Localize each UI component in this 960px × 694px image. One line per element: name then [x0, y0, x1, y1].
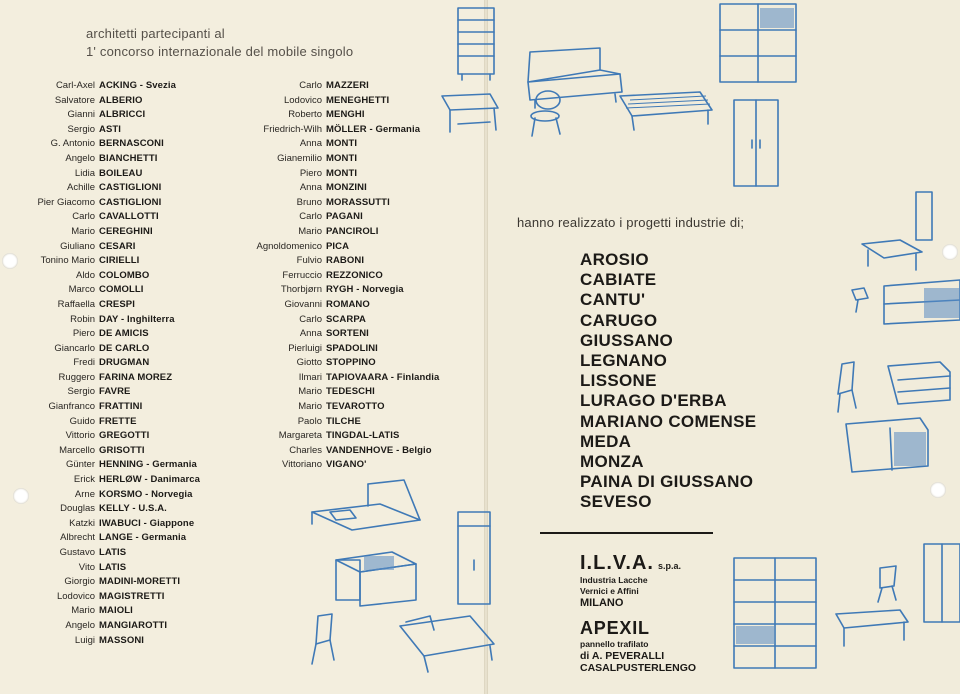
- participant-first-name: Carlo: [299, 80, 322, 91]
- participant-last-name: CASTIGLIONI: [99, 182, 162, 194]
- town-item: AROSIO: [580, 250, 649, 269]
- participant-first-name: Lidia: [74, 167, 95, 179]
- participant-last-name: MANGIAROTTI: [99, 619, 168, 631]
- participant-first-name: Albrecht: [60, 532, 95, 544]
- participant-first-name: Vittorio: [65, 430, 95, 442]
- participant-last-name: GRISOTTI: [99, 444, 145, 456]
- town-item: PAINA DI GIUSSANO: [580, 472, 754, 492]
- participant-last-name: TEDESCHI: [326, 386, 375, 398]
- participant-last-name: DAY - Inghilterra: [99, 313, 175, 325]
- participant-last-name: TILCHE: [326, 415, 361, 427]
- participant-row: [0, 298, 200, 313]
- participant-row: [236, 210, 439, 225]
- participant-row: [0, 196, 200, 211]
- town-item: MEDA: [580, 431, 632, 451]
- participant-row: [236, 327, 439, 342]
- participant-last-name: LATIS: [99, 547, 127, 558]
- participant-last-name: COMOLLI: [99, 284, 144, 296]
- town-item: LEGNANO: [580, 351, 668, 371]
- participant-first-name: Pier Giacomo: [37, 196, 95, 208]
- ilva-city: MILANO: [580, 597, 624, 609]
- participants-header-2: [86, 44, 353, 59]
- participant-row: [236, 108, 439, 123]
- participant-row: [0, 283, 200, 298]
- participant-last-name: DRUGMAN: [99, 357, 150, 369]
- header-line-1: architetti partecipanti al: [86, 26, 225, 41]
- participant-first-name: Raffaella: [57, 298, 95, 310]
- participant-first-name: Anna: [299, 328, 322, 340]
- town-item: CANTU': [580, 290, 646, 310]
- participant-row: [0, 531, 200, 546]
- participant-last-name: MONZINI: [326, 182, 367, 194]
- divider-rule: [540, 532, 713, 534]
- participant-row: [236, 254, 439, 269]
- participant-last-name: VANDENHOVE - Belgio: [326, 444, 432, 456]
- participant-row: [0, 415, 200, 430]
- participant-first-name: Friedrich-Wilh: [263, 123, 322, 135]
- participant-first-name: Marcello: [59, 444, 95, 456]
- participant-row: [0, 590, 200, 605]
- participant-row: [0, 561, 200, 576]
- participant-row: [0, 488, 200, 503]
- header-line-2: 1' concorso internazionale del mobile singolo: [86, 44, 354, 59]
- participant-first-name: Piero: [299, 167, 322, 179]
- participant-first-name: Angelo: [65, 152, 95, 164]
- participant-last-name: ALBERIO: [99, 94, 143, 106]
- participant-last-name: MAIOLI: [99, 605, 133, 617]
- participant-row: [236, 181, 439, 196]
- participant-last-name: REZZONICO: [326, 269, 383, 281]
- participants-column-2: [236, 79, 439, 473]
- participant-last-name: KELLY - U.S.A.: [99, 503, 167, 515]
- participant-row: [0, 225, 200, 240]
- participant-last-name: ACKING - Svezia: [99, 80, 176, 91]
- participant-last-name: MONTI: [326, 167, 358, 179]
- participant-first-name: G. Antonio: [50, 138, 95, 150]
- participant-first-name: Lodovico: [283, 94, 322, 106]
- participant-row: [236, 313, 439, 328]
- participant-row: [236, 342, 439, 357]
- participant-last-name: MASSONI: [99, 634, 145, 646]
- participant-last-name: ALBRICCI: [99, 109, 146, 121]
- participant-row: [0, 371, 200, 386]
- town-item: SEVESO: [580, 492, 652, 512]
- binder-hole-right-top: [942, 244, 958, 260]
- participant-last-name: DE CARLO: [99, 342, 150, 354]
- participant-first-name: Katzki: [69, 517, 95, 529]
- participant-row: [0, 502, 200, 517]
- participant-first-name: Gianfranco: [48, 401, 95, 413]
- participant-first-name: Anna: [299, 182, 322, 194]
- participant-last-name: LATIS: [99, 561, 127, 573]
- participant-row: [0, 240, 200, 255]
- participant-last-name: STOPPINO: [326, 357, 376, 369]
- participant-first-name: Fulvio: [296, 255, 322, 267]
- participant-first-name: Sergio: [67, 123, 95, 135]
- participant-last-name: RABONI: [326, 255, 365, 267]
- participant-first-name: Pierluigi: [288, 342, 322, 354]
- participant-first-name: Ruggero: [58, 371, 95, 383]
- town-item: CABIATE: [580, 270, 657, 290]
- participant-last-name: ROMANO: [326, 298, 370, 310]
- participant-row: [0, 634, 200, 649]
- participant-last-name: PICA: [326, 240, 350, 252]
- apexil-line-1: pannello trafilato: [580, 639, 649, 649]
- participants-column-1: [0, 79, 200, 648]
- participant-first-name: Arne: [74, 488, 95, 500]
- participant-last-name: COLOMBO: [99, 269, 150, 281]
- participant-last-name: DE AMICIS: [99, 328, 149, 340]
- participant-first-name: Mario: [298, 225, 322, 237]
- participant-first-name: Sergio: [67, 386, 95, 398]
- participant-row: [236, 371, 439, 386]
- participant-last-name: HERLØW - Danimarca: [99, 474, 201, 486]
- participant-last-name: PAGANI: [326, 211, 363, 223]
- participant-row: [0, 342, 200, 357]
- participant-last-name: MONTI: [326, 138, 358, 150]
- participant-last-name: MORASSUTTI: [326, 196, 390, 208]
- participant-last-name: CEREGHINI: [99, 225, 153, 237]
- town-item: GIUSSANO: [580, 330, 674, 350]
- participant-first-name: Salvatore: [54, 94, 95, 106]
- participant-last-name: FRATTINI: [99, 401, 143, 413]
- participant-last-name: LANGE - Germania: [99, 532, 187, 544]
- participant-last-name: BOILEAU: [99, 167, 143, 179]
- participant-row: [236, 415, 439, 430]
- participant-row: [0, 473, 200, 488]
- participant-first-name: Douglas: [60, 503, 95, 515]
- participant-first-name: Carlo: [72, 211, 95, 223]
- participant-row: [0, 575, 200, 590]
- participant-last-name: TEVAROTTO: [326, 401, 385, 413]
- participant-first-name: Roberto: [288, 109, 322, 121]
- apexil-brand: APEXIL: [580, 618, 650, 638]
- participant-row: [236, 79, 439, 94]
- participant-row: [0, 429, 200, 444]
- participant-first-name: Giotto: [296, 357, 322, 369]
- participant-last-name: SCARPA: [326, 313, 367, 325]
- participant-row: [236, 458, 439, 473]
- ilva-brand: I.L.V.A.: [580, 552, 654, 574]
- industries-intro: hanno realizzato i progetti industrie di;: [517, 215, 745, 230]
- participant-row: [0, 619, 200, 634]
- participant-first-name: Erick: [73, 474, 95, 486]
- participant-row: [0, 385, 200, 400]
- participant-row: [236, 167, 439, 182]
- participant-last-name: MAZZERI: [326, 80, 369, 91]
- participant-last-name: KORSMO - Norvegia: [99, 488, 193, 500]
- participant-row: [236, 94, 439, 109]
- participant-row: [0, 546, 200, 561]
- participant-row: [0, 444, 200, 459]
- participant-row: [0, 94, 200, 109]
- participant-last-name: ASTI: [99, 123, 122, 135]
- participant-last-name: CAVALLOTTI: [99, 211, 159, 223]
- participant-first-name: Ilmari: [298, 371, 322, 383]
- participant-first-name: Gianemilio: [277, 152, 322, 164]
- participant-last-name: MAGISTRETTI: [99, 590, 165, 602]
- participant-last-name: FARINA MOREZ: [99, 371, 173, 383]
- participant-row: [0, 458, 200, 473]
- participant-row: [0, 313, 200, 328]
- participant-row: [0, 181, 200, 196]
- participant-row: [236, 298, 439, 313]
- participant-last-name: SPADOLINI: [326, 342, 378, 354]
- participant-first-name: Margareta: [278, 430, 322, 442]
- participant-first-name: Guido: [69, 415, 95, 427]
- participant-row: [236, 240, 439, 255]
- town-item: MARIANO COMENSE: [580, 411, 757, 431]
- participant-last-name: CASTIGLIONI: [99, 196, 162, 208]
- binder-hole-right: [930, 482, 946, 498]
- participant-row: [0, 517, 200, 532]
- participant-row: [236, 283, 439, 298]
- participant-row: [0, 108, 200, 123]
- participant-row: [0, 400, 200, 415]
- apexil-block: [580, 618, 696, 674]
- participant-last-name: PANCIROLI: [326, 225, 379, 237]
- participant-first-name: Gianni: [67, 109, 95, 121]
- participant-first-name: Ferruccio: [282, 269, 322, 281]
- participant-first-name: Piero: [72, 328, 95, 340]
- participant-row: [236, 269, 439, 284]
- participant-row: [0, 123, 200, 138]
- participant-row: [0, 79, 200, 94]
- participant-last-name: TAPIOVAARA - Finlandia: [326, 371, 440, 383]
- participant-row: [236, 152, 439, 167]
- participant-first-name: Giancarlo: [54, 342, 95, 354]
- participant-row: [236, 196, 439, 211]
- participant-last-name: VIGANO': [326, 459, 367, 471]
- participant-last-name: MADINI-MORETTI: [99, 576, 181, 588]
- participant-first-name: Robin: [70, 313, 95, 325]
- participants-header: [86, 26, 225, 41]
- participant-first-name: Carl-Axel: [55, 80, 95, 91]
- participant-last-name: IWABUCI - Giappone: [99, 517, 195, 529]
- participant-first-name: Mario: [71, 225, 95, 237]
- apexil-line-2: di A. PEVERALLI: [580, 650, 665, 662]
- towns-list: [580, 250, 756, 513]
- participant-last-name: GREGOTTI: [99, 430, 150, 442]
- participant-row: [236, 356, 439, 371]
- participant-first-name: Mario: [298, 386, 322, 398]
- participant-first-name: Mario: [71, 605, 95, 617]
- participant-last-name: SORTENI: [326, 328, 369, 340]
- participant-first-name: Bruno: [296, 196, 322, 208]
- participant-last-name: HENNING - Germania: [99, 459, 197, 471]
- ilva-line-1: Industria Lacche: [580, 575, 648, 585]
- participant-first-name: Achille: [67, 182, 95, 194]
- participant-first-name: Thorbjørn: [280, 284, 322, 296]
- participant-row: [236, 400, 439, 415]
- participant-first-name: Vito: [78, 561, 95, 573]
- participant-first-name: Luigi: [74, 634, 95, 646]
- participant-last-name: CIRIELLI: [99, 255, 140, 267]
- page-fold: [484, 0, 488, 694]
- participant-first-name: Carlo: [299, 211, 322, 223]
- participant-first-name: Fredi: [73, 357, 95, 369]
- participant-first-name: Agnoldomenico: [256, 240, 322, 252]
- participant-row: [0, 254, 200, 269]
- participant-last-name: MÖLLER - Germania: [326, 123, 421, 135]
- participant-first-name: Giorgio: [64, 576, 95, 588]
- participant-row: [0, 327, 200, 342]
- participant-first-name: Charles: [289, 444, 322, 456]
- participant-row: [236, 385, 439, 400]
- participant-first-name: Gustavo: [59, 547, 95, 558]
- participant-row: [236, 444, 439, 459]
- participant-last-name: RYGH - Norvegia: [326, 284, 404, 296]
- participant-row: [0, 269, 200, 284]
- participant-row: [236, 137, 439, 152]
- participant-last-name: BERNASCONI: [99, 138, 164, 150]
- participant-first-name: Giovanni: [284, 298, 322, 310]
- participant-last-name: BIANCHETTI: [99, 152, 158, 164]
- participant-last-name: TINGDAL-LATIS: [326, 430, 400, 442]
- participant-first-name: Aldo: [75, 269, 95, 281]
- participant-first-name: Vittoriano: [282, 459, 322, 471]
- participant-last-name: FAVRE: [99, 386, 131, 398]
- participant-first-name: Carlo: [299, 313, 322, 325]
- participant-row: [0, 604, 200, 619]
- participant-last-name: CRESPI: [99, 298, 135, 310]
- participant-row: [0, 210, 200, 225]
- town-item: MONZA: [580, 452, 644, 472]
- apexil-line-3: CASALPUSTERLENGO: [580, 662, 697, 674]
- participant-first-name: Günter: [65, 459, 95, 471]
- participant-row: [0, 167, 200, 182]
- town-item: LISSONE: [580, 371, 657, 391]
- participant-row: [236, 429, 439, 444]
- participant-first-name: Angelo: [65, 619, 95, 631]
- participant-first-name: Tonino Mario: [40, 255, 95, 267]
- participant-last-name: MONTI: [326, 152, 358, 164]
- participant-first-name: Paolo: [297, 415, 322, 427]
- participant-row: [236, 123, 439, 138]
- participant-row: [0, 356, 200, 371]
- participant-first-name: Anna: [299, 138, 322, 150]
- participant-first-name: Lodovico: [56, 590, 95, 602]
- town-item: LURAGO D'ERBA: [580, 391, 727, 411]
- participant-row: [0, 152, 200, 167]
- participant-first-name: Giuliano: [60, 240, 95, 252]
- participant-row: [0, 137, 200, 152]
- participant-last-name: CESARI: [99, 240, 136, 252]
- participant-row: [236, 225, 439, 240]
- participant-last-name: MENGHI: [326, 109, 365, 121]
- ilva-suffix: s.p.a.: [657, 561, 681, 571]
- ilva-block: [580, 552, 681, 610]
- participant-first-name: Marco: [68, 284, 95, 296]
- participant-last-name: MENEGHETTI: [326, 94, 390, 106]
- participant-first-name: Mario: [298, 401, 322, 413]
- town-item: CARUGO: [580, 310, 658, 330]
- participant-last-name: FRETTE: [99, 415, 137, 427]
- ilva-line-2: Vernici e Affini: [580, 586, 639, 596]
